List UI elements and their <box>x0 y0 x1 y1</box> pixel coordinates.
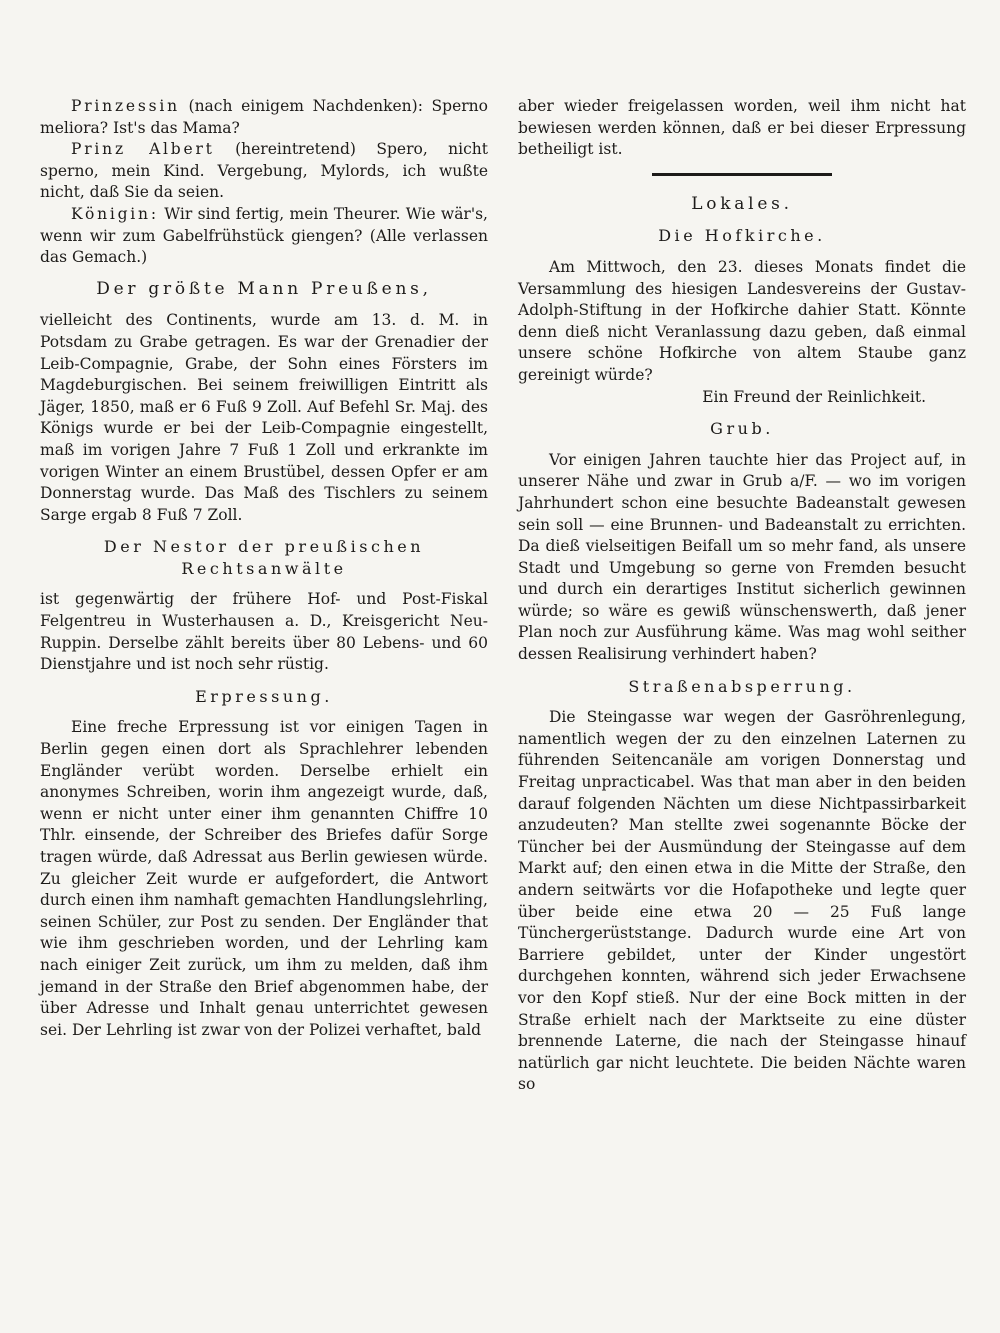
article-heading-groesster-mann: Der größte Mann Preußens, <box>96 278 432 299</box>
article-continuation-erpressung: aber wieder freigelassen worden, weil ihm nicht hat bewiesen werden können, daß er bei dieser Erpressung betheiligt ist. <box>518 97 966 159</box>
article-heading-nestor: Der Nestor der preußischen Rechtsanwälte <box>103 537 425 578</box>
article-body-hofkirche: Am Mittwoch, den 23. dieses Monats findet die Versammlung des hiesigen Landesvereins der Gustav-Adolph-Stiftung in der Hofkirche dahier Statt. Könnte denn dieß nicht Veranlassung dazu geben, daß einmal unsere schöne Hofkirche von altem Staube ganz gereinigt würde? <box>518 257 966 384</box>
article-body-grub: Vor einigen Jahren tauchte hier das Project auf, in unserer Nähe und zwar in Grub a/F. — wo im vorigen Jahrhundert schon eine besuchte Badeanstalt gewesen sein soll — eine Brunnen- und Badeanstalt zu errichten. Da dieß vielseitigen Beifall um so mehr fand, als unsere Stadt und Umgebung so gerne von Fremden besucht und durch ein derartiges Institut sicherlich gewinnen würde; so wäre es gewiß wünschenswerth, daß jener Plan noch zur Ausführung käme. Was mag wohl seither dessen Realisirung verhindert haben? <box>518 450 966 664</box>
article-body-erpressung: Eine freche Erpressung ist vor einigen Tagen in Berlin gegen einen dort als Sprachlehrer lebenden Engländer verübt worden. Derselbe erhielt ein anonymes Schreiben, worin ihm angezeigt wurde, daß, wenn er nicht unter einer ihm genannten Chiffre 10 Thlr. einsende, der Schreiber des Briefes dafür Sorge tragen würde, daß Adressat aus Berlin gewiesen würde. Zu gleicher Zeit wurde er aufgefordert, die Antwort durch einen ihm namhaft gemachten Handlungslehrling, seinen Schüler, zur Post zu senden. Der Engländer that wie ihm geschrieben worden, und der Lehrling kam nach einiger Zeit zurück, um ihm zu melden, daß ihm jemand in der Straße den Brief abgenommen habe, der über Adresse und Inhalt genau unterrichtet gewesen sei. Der Lehrling ist zwar von der Polizei verhaftet, bald <box>40 718 488 1039</box>
left-column <box>40 96 488 1041</box>
play-text-princess: (nach einigem Nachdenken): Sperno meliora? Ist's das Mama? <box>40 97 488 137</box>
right-column <box>518 96 966 1096</box>
play-line-princess <box>40 96 488 139</box>
play-text-prince: (hereintretend) Spero, nicht sperno, mein Kind. Vergebung, Mylords, ich wußte nicht, daß Sie da seien. <box>40 140 488 202</box>
section-heading-lokales: Lokales. <box>691 193 793 214</box>
speaker-queen: Königin: <box>71 204 159 223</box>
article-body-groesster-mann: vielleicht des Continents, wurde am 13. d. M. in Potsdam zu Grabe getragen. Es war der Grenadier der Leib-Compagnie, Grabe, der Sohn eines Försters im Magdeburgischen. Bei seinem freiwilligen Eintritt als Jäger, 1850, maß er 6 Fuß 9 Zoll. Auf Befehl Sr. Maj. des Königs wurde er bei der Leib-Compagnie eingestellt, maß im vorigen Jahre 7 Fuß 1 Zoll und erkrankte im vorigen Winter an einem Brustübel, dessen Opfer er am Donnerstag wurde. Das Maß des Tischlers zu seinem Sarge ergab 8 Fuß 7 Zoll. <box>40 311 488 524</box>
article-body-nestor: ist gegenwärtig der frühere Hof- und Post-Fiskal Felgentreu in Wusterhausen a. D., Kreisgericht Neu-Ruppin. Derselbe zählt bereits über 80 Lebens- und 60 Dienstjahre und ist noch sehr rüstig. <box>40 590 488 674</box>
play-text-queen: Wir sind fertig, mein Theurer. Wie wär's, wenn wir zum Gabelfrühstück giengen? (Alle verlassen das Gemach.) <box>40 204 488 267</box>
article-heading-hofkirche: Die Hofkirche. <box>658 226 826 246</box>
article-heading-erpressung: Erpressung. <box>195 686 333 706</box>
speaker-princess: Prinzessin <box>71 97 180 115</box>
article-heading-grub: Grub. <box>710 419 774 439</box>
play-line-queen <box>40 204 488 269</box>
article-body-strassenabsperrung: Die Steingasse war wegen der Gasröhrenlegung, namentlich wegen der zu den einzelnen Laternen zu führenden Seitencanäle am vorigen Donnerstag und Freitag unpracticabel. Was that man aber in den beiden darauf folgenden Nächten um diese Nichtpassirbarkeit anzudeuten? Man stellte zwei sogenannte Böcke der Tüncher bei der Ausmündung der Steingasse auf dem Markt auf; den einen etwa in die Mitte der Straße, den andern seitwärts vor die Hofapotheke und legte quer über beide eine etwa 20 — 25 Fuß lange Tünchergerüststange. Dadurch wurde eine Art von Barriere gebildet, unter der Kinder ungestört durchgehen konnten, während sich jeder Erwachsene vor den Kopf stieß. Nur der eine Bock mitten in der Straße erhielt nach der Marktseite zu eine düster brennende Laterne, die nach der Steingasse hinauf natürlich gar nicht leuchtete. Die beiden Nächte waren so <box>518 708 966 1094</box>
article-heading-strassenabsperrung: Straßenabsperrung. <box>628 676 856 696</box>
play-line-prince <box>40 139 488 204</box>
article-signature-hofkirche: Ein Freund der Reinlichkeit. <box>702 387 926 406</box>
section-divider <box>652 173 832 176</box>
speaker-prince: Prinz Albert <box>71 140 215 159</box>
